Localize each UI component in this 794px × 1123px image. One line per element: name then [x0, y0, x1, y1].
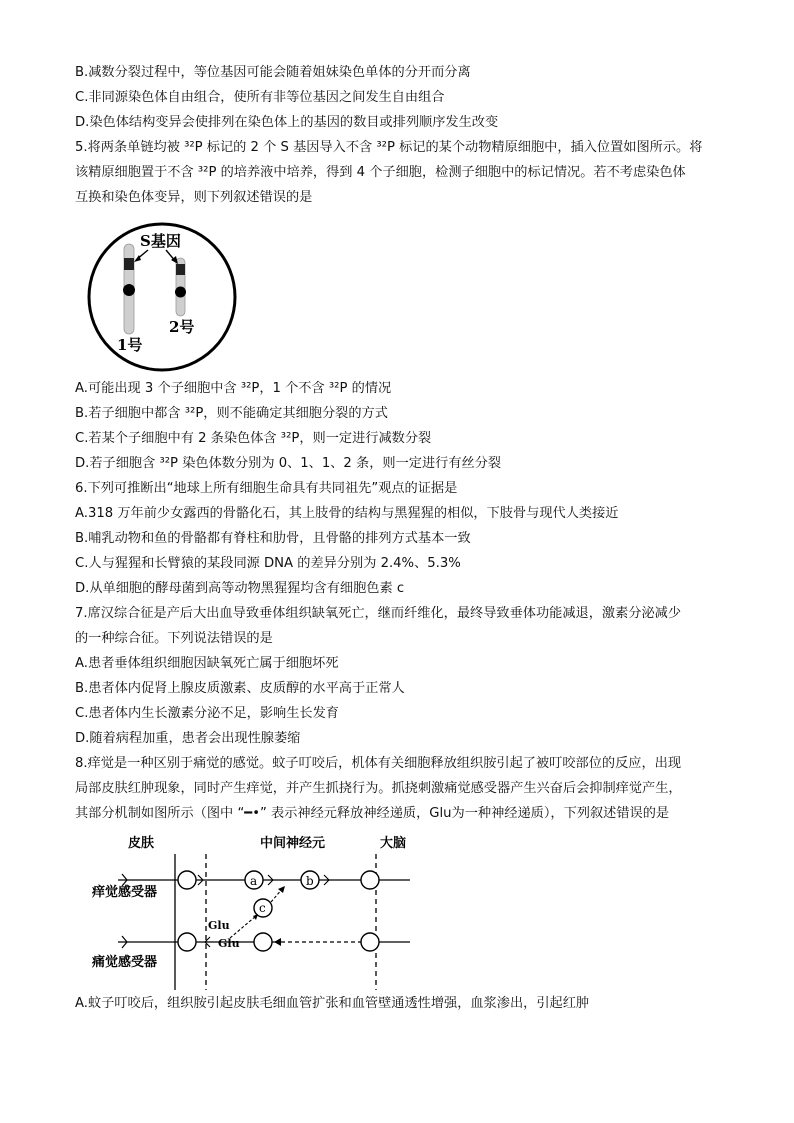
chromosome-1-label: 1号 [117, 336, 143, 354]
chromosome-2-label: 2号 [169, 318, 195, 336]
pain-receptor-label: 痛觉感受器 [92, 955, 158, 970]
centromere-1 [123, 284, 135, 296]
option-b-q6: B.哺乳动物和鱼的骨骼都有脊柱和肋骨，且骨骼的排列方式基本一致 [75, 531, 471, 546]
brain-label: 大脑 [380, 836, 407, 851]
question-5-stem-1: 5.将两条单链均被 ³²P 标记的 2 个 S 基因导入不含 ³²P 标记的某个动物精原细胞中，插入位置如图所示。将 [75, 140, 703, 155]
question-5-stem-3: 互换和染色体变异，则下列叙述错误的是 [75, 190, 313, 205]
option-a-q5: A.可能出现 3 个子细胞中含 ³²P，1 个不含 ³²P 的情况 [75, 381, 392, 396]
neuron-b-label: b [306, 874, 314, 888]
option-d-q5: D.若子细胞含 ³²P 染色体数分别为 0、1、1、2 条，则一定进行有丝分裂 [75, 456, 502, 471]
question-8-stem-1: 8.痒觉是一种区别于痛觉的感觉。蚊子叮咬后，机体有关细胞释放组织胺引起了被叮咬部位的反应，出现 [75, 756, 682, 771]
glu-label-2: Glu [218, 937, 240, 950]
option-c-q5: C.若某个子细胞中有 2 条染色体含 ³²P，则一定进行减数分裂 [75, 431, 432, 446]
pain-interneuron [254, 933, 272, 951]
neuron-c-label: c [259, 901, 266, 915]
option-a-q8: A.蚊子叮咬后，组织胺引起皮肤毛细血管扩张和血管壁通透性增强，血浆渗出，引起红肿 [75, 996, 590, 1011]
option-b-q4: B.减数分裂过程中，等位基因可能会随着姐妹染色单体的分开而分离 [75, 65, 471, 80]
s-gene-marker-1 [124, 258, 134, 270]
option-a-q6: A.318 万年前少女露西的骨骼化石，其上肢骨的结构与黑猩猩的相似，下肢骨与现代人类接近 [75, 506, 619, 521]
option-c-q4: C.非同源染色体自由组合，使所有非等位基因之间发生自由组合 [75, 90, 445, 105]
option-d-q4: D.染色体结构变异会使排列在染色体上的基因的数目或排列顺序发生改变 [75, 115, 499, 130]
question-8-stem-2: 局部皮肤红肿现象，同时产生痒觉，并产生抓挠行为。抓挠刺激痛觉感受器产生兴奋后会抑制痒觉产生， [75, 781, 682, 796]
neural-circuit-figure [80, 830, 425, 990]
chromosome-figure [84, 222, 242, 372]
question-6-stem: 6.下列可推断出“地球上所有细胞生命具有共同祖先”观点的证据是 [75, 481, 458, 496]
option-d-q7: D.随着病程加重，患者会出现性腺萎缩 [75, 731, 301, 746]
skin-label: 皮肤 [128, 836, 155, 851]
option-b-q5: B.若子细胞中都含 ³²P，则不能确定其细胞分裂的方式 [75, 406, 388, 421]
option-d-q6: D.从单细胞的酵母菌到高等动物黑猩猩均含有细胞色素 c [75, 581, 405, 596]
brain-neuron-pain [361, 933, 379, 951]
pain-sensory-neuron [178, 933, 196, 951]
s-gene-marker-2 [176, 264, 185, 275]
itch-sensory-neuron [178, 871, 196, 889]
interneuron-label: 中间神经元 [260, 836, 326, 851]
glu-label-1: Glu [208, 919, 230, 932]
option-c-q7: C.患者体内生长激素分泌不足，影响生长发育 [75, 706, 339, 721]
question-8-stem-3: 其部分机制如图所示（图中 “━•” 表示神经元释放神经递质，Glu为一种神经递质），下列叙述错误的是 [75, 806, 670, 821]
question-7-stem-2: 的一种综合征。下列说法错误的是 [75, 631, 273, 646]
itch-receptor-label: 痒觉感受器 [92, 885, 158, 900]
option-c-q6: C.人与猩猩和长臂猿的某段同源 DNA 的差异分别为 2.4%、5.3% [75, 556, 461, 571]
centromere-2 [175, 287, 186, 298]
question-5-stem-2: 该精原细胞置于不含 ³²P 的培养液中培养，得到 4 个子细胞，检测子细胞中的标记情况。若不考虑染色体 [75, 165, 686, 180]
option-a-q7: A.患者垂体组织细胞因缺氧死亡属于细胞坏死 [75, 656, 339, 671]
neuron-a-label: a [250, 874, 258, 888]
question-7-stem-1: 7.席汉综合征是产后大出血导致垂体组织缺氧死亡，继而纤维化，最终导致垂体功能减退，激素分泌减少 [75, 606, 682, 621]
brain-neuron-itch [361, 871, 379, 889]
option-b-q7: B.患者体内促肾上腺皮质激素、皮质醇的水平高于正常人 [75, 681, 405, 696]
s-gene-label: S基因 [140, 232, 181, 250]
